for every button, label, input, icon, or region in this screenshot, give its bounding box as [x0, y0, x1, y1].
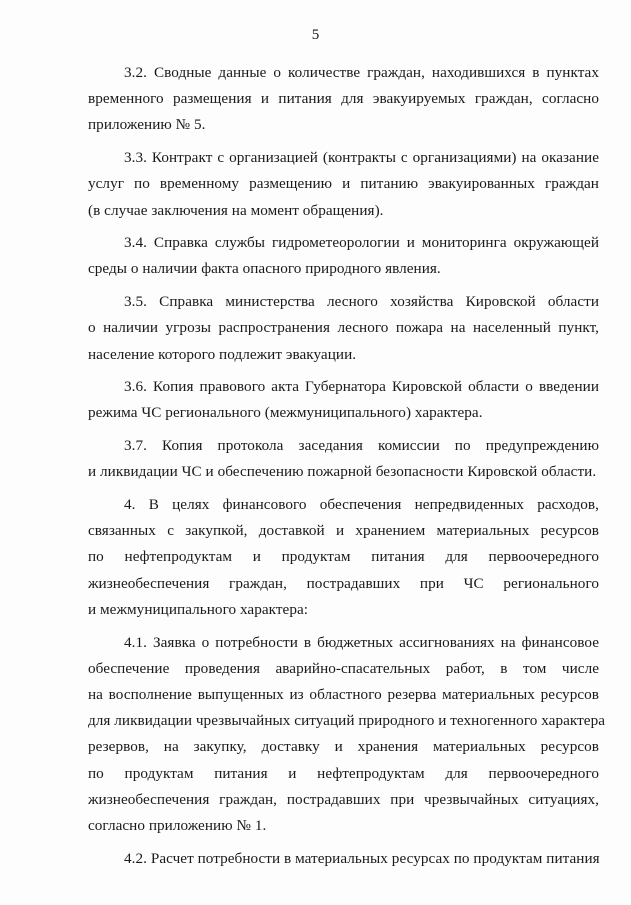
text-line: 3.7. Копия протокола заседания комиссии по предупреждению: [124, 437, 599, 455]
paragraph-3-7: [88, 433, 599, 492]
text-line: резервов, на закупку, доставку и хранения материальных ресурсов: [88, 738, 599, 756]
document-body: [88, 60, 606, 878]
paragraph-3-2: [88, 60, 599, 145]
text-line: 3.2. Сводные данные о количестве граждан, находившихся в пунктах: [124, 64, 599, 81]
paragraph-3-3: [88, 145, 599, 230]
text-line: 3.5. Справка министерства лесного хозяйства Кировской области: [124, 293, 599, 311]
text-line: режима ЧС регионального (межмуниципального) характера.: [88, 404, 483, 422]
text-line: 4.2. Расчет потребности в материальных ресурсах по продуктам питания: [124, 849, 600, 867]
text-line: обеспечение проведения аварийно-спасательных работ, в том числе: [88, 659, 599, 677]
text-line: 3.6. Копия правового акта Губернатора Кировской области о введении: [124, 378, 599, 396]
paragraph-4: [88, 492, 599, 630]
text-line: 4. В целях финансового обеспечения непредвиденных расходов,: [124, 496, 599, 514]
text-line: жизнеобеспечения граждан, пострадавших при ЧС регионального: [88, 574, 599, 592]
text-line: население которого подлежит эвакуации.: [88, 345, 357, 363]
text-line: по продуктам питания и нефтепродуктам для первоочередного: [88, 764, 599, 782]
text-line: услуг по временному размещению и питанию эвакуированных граждан: [88, 175, 599, 193]
text-line: на восполнение выпущенных из областного резерва материальных ресурсов: [88, 685, 599, 703]
paragraph-3-4: [88, 230, 599, 289]
text-line: 3.3. Контракт с организацией (контракты с организациями) на оказание: [124, 149, 599, 167]
text-line: и ликвидации ЧС и обеспечению пожарной безопасности Кировской области.: [88, 463, 597, 481]
text-line: 3.4. Справка службы гидрометеорологии и мониторинга окружающей: [124, 234, 599, 252]
text-line: жизнеобеспечения граждан, пострадавших при чрезвычайных ситуациях,: [88, 790, 599, 808]
text-line: 4.1. Заявка о потребности в бюджетных ассигнованиях на финансовое: [124, 633, 599, 651]
paragraph-4-2: [88, 846, 599, 879]
text-line: временного размещения и питания для эвакуируемых граждан, согласно: [88, 90, 599, 108]
paragraph-3-6: [88, 374, 599, 433]
text-line: среды о наличии факта опасного природного явления.: [88, 260, 441, 278]
paragraph-4-1: [88, 630, 606, 846]
text-line: приложению № 5.: [88, 116, 206, 134]
paragraph-3-5: [88, 289, 599, 374]
page-number: 5: [311, 27, 320, 43]
text-line: для ликвидации чрезвычайных ситуаций природного и техногенного характера: [88, 712, 606, 730]
text-line: по нефтепродуктам и продуктам питания для первоочередного: [88, 548, 599, 566]
text-line: (в случае заключения на момент обращения).: [88, 201, 384, 219]
text-line: о наличии угрозы распространения лесного пожара на населенный пункт,: [88, 319, 599, 337]
text-line: и межмуниципального характера:: [88, 600, 309, 618]
text-line: согласно приложению № 1.: [88, 816, 267, 834]
text-line: связанных с закупкой, доставкой и хранением материальных ресурсов: [88, 522, 599, 540]
